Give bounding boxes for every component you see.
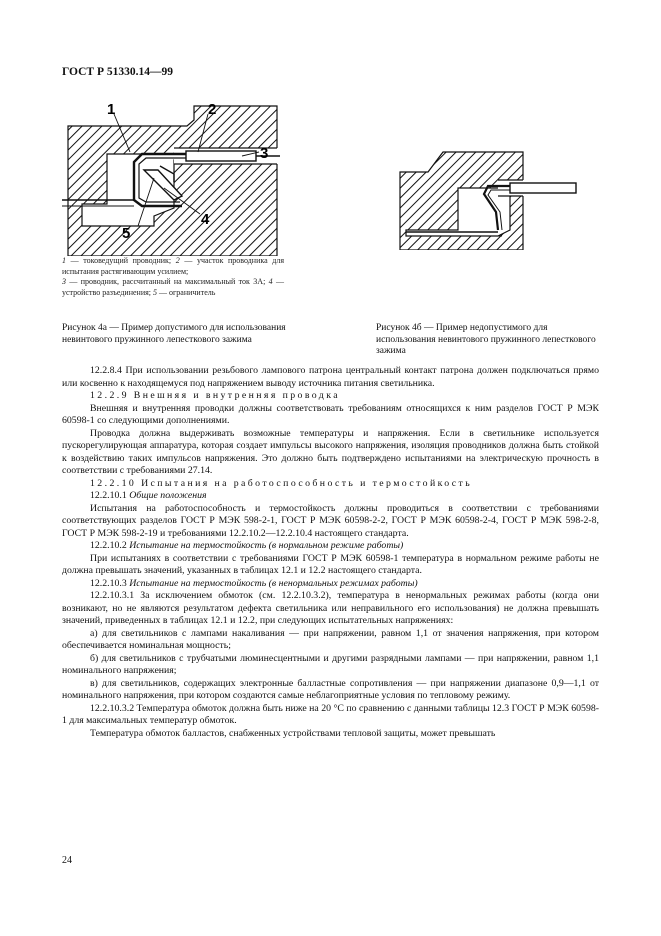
- label-2: 2: [208, 101, 217, 118]
- paragraph: Проводка должна выдерживать возможные температуры и напряжения. Если в светильнике используется пускорегулирующая аппаратура, которая создает импульсы высокого напряжения, изоляция проводников должна быть стойкой к воздействию таких импульсов напряжения. Это должно быть подтверждено испытаниями на электрическую прочность в соответствии с требованиями 27.14.: [62, 427, 599, 476]
- subsection-heading: 12.2.10.2 Испытание на термостойкость (в нормальном режиме работы): [90, 540, 404, 551]
- figure-4a-legend: 1 — токоведущий проводник; 2 — участок проводника для испытания растягивающим усилием; 3 — проводник, рассчитанный на максимальный ток 3А; 4 — устройство разъединения; 5 — ограничитель: [62, 256, 284, 297]
- paragraph: Температура обмоток балластов, снабженных устройствами тепловой защиты, может превышать: [90, 727, 496, 739]
- list-item: б) для светильников с трубчатыми люминесцентными и другими разрядными лампами — при напряжении, равном 1,1 номинального напряжения;: [62, 652, 599, 676]
- paragraph: Испытания на работоспособность и термостойкость должны проводиться в соответствии с требованиями соответствующих разделов ГОСТ Р МЭК 598-2-1, ГОСТ Р МЭК 60598-2-2, ГОСТ Р МЭК 60598-2-4, ГОСТ Р МЭК 598-2-8, ГОСТ Р МЭК 598-2-19 и требованиями 12.2.10.2—12.2.10.4 настоящего стандарта.: [62, 502, 599, 539]
- figure-4a-caption: Рисунок 4а — Пример допустимого для использования невинтового пружинного лепесткового зажима: [62, 323, 286, 345]
- figure-4b: [398, 150, 578, 250]
- conductor-insulation: [186, 151, 256, 161]
- list-item: а) для светильников с лампами накаливания — при напряжении, равном 1,1 от значения напряжения, при котором обеспечивается номинальная мощность;: [62, 627, 599, 651]
- paragraph: 12.2.10.3.1 За исключением обмоток (см. 12.2.10.3.2), температура в ненормальных режимах работы (когда они возникают, но не являются результатом дефекта светильника или неправильного его использования) не должна превышать значений, приведенных в таблицах 12.1 и 12.2, при следующих испытательных напряжениях:: [62, 590, 599, 626]
- list-item: в) для светильников, содержащих электронные балластные сопротивления — при напряжении диапазоне 0,9—1,1 от номинального напряжения, при котором создаются самые неблагоприятные условия по тепловому режиму.: [62, 677, 599, 701]
- document-header: ГОСТ Р 51330.14—99: [62, 66, 173, 78]
- document-body: [62, 365, 599, 740]
- label-3: 3: [260, 145, 269, 162]
- paragraph: 12.2.8.4 При использовании резьбового лампового патрона центральный контакт патрона должен подключаться прямо или косвенно к находящемуся под напряжением выводу источника питания светильника.: [62, 365, 599, 389]
- label-4: 4: [201, 211, 210, 228]
- paragraph: Внешняя и внутренняя проводки должны соответствовать требованиям относящихся к ним разделов ГОСТ Р МЭК 60598-1 со следующими дополнениями.: [62, 402, 599, 426]
- paragraph: При испытаниях в соответствии с требованиями ГОСТ Р МЭК 60598-1 температура в нормальном режиме работы не должна превышать значений, указанных в таблицах 12.1 и 12.2 настоящего стандарта.: [62, 552, 599, 576]
- figure-4a: [62, 96, 292, 256]
- paragraph: 12.2.10.3.2 Температура обмоток должна быть ниже на 20 °С по сравнению с данными таблицы 12.3 ГОСТ Р МЭК 60598-1 для максимальных температур обмоток.: [62, 702, 600, 726]
- label-1: 1: [107, 101, 116, 118]
- conductor-insulation: [510, 183, 576, 193]
- figure-4b-caption: Рисунок 4б — Пример недопустимого для использования невинтового пружинного лепесткового зажима: [376, 323, 596, 356]
- section-heading: 12.2.9 Внешняя и внутренняя проводка: [90, 390, 340, 401]
- subsection-heading: 12.2.10.3 Испытание на термостойкость (в ненормальных режимах работы): [90, 577, 418, 589]
- page-number: 24: [62, 855, 72, 866]
- section-heading: 12.2.10 Испытания на работоспособность и термостойкость: [90, 477, 473, 489]
- label-5: 5: [122, 225, 131, 242]
- subsection-heading: 12.2.10.1 Общие положения: [90, 490, 207, 501]
